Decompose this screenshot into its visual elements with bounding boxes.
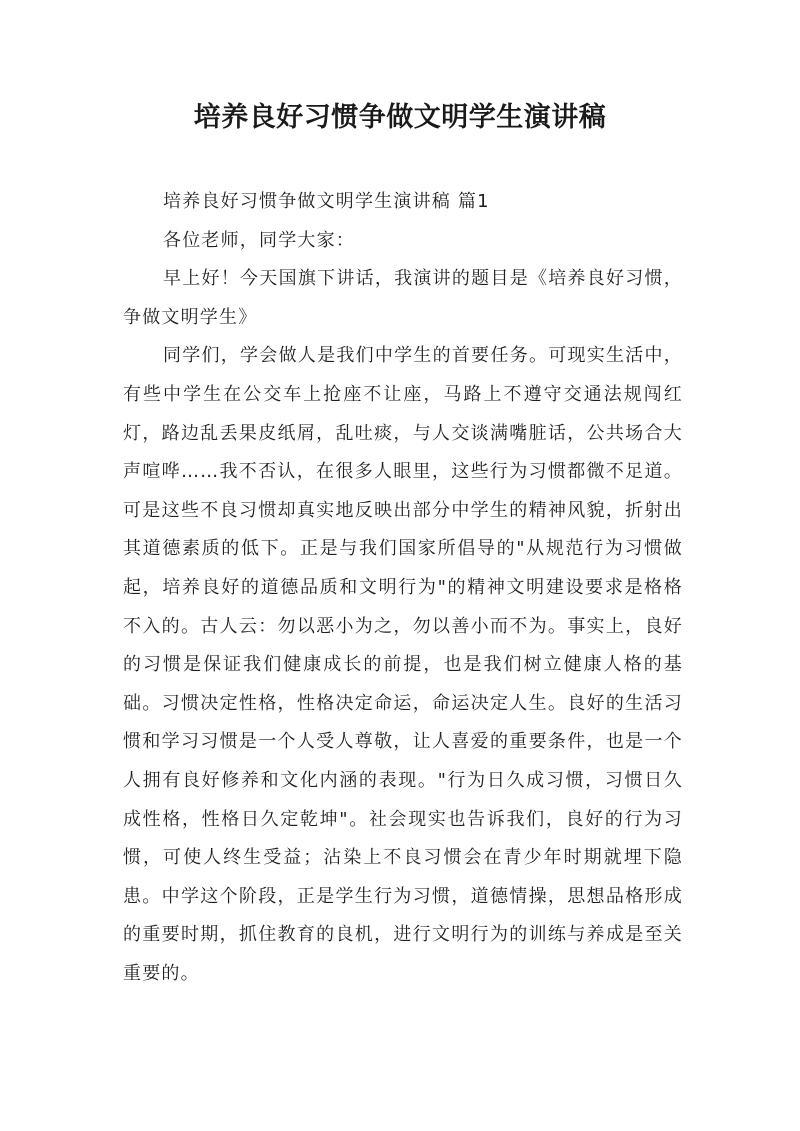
section-heading: 培养良好习惯争做文明学生演讲稿 篇1 [163, 191, 490, 212]
opening-paragraph: 早上好！今天国旗下讲话，我演讲的题目是《培养良好习惯，争做文明学生》 [123, 268, 683, 328]
document-body [123, 183, 683, 993]
document-title: 培养良好习惯争做文明学生演讲稿 [193, 102, 607, 133]
body-paragraph: 同学们，学会做人是我们中学生的首要任务。可现实生活中，有些中学生在公交车上抢座不让座，马路上不遵守交通法规闯红灯，路边乱丢果皮纸屑，乱吐痰，与人交谈满嘴脏话，公共场合大声喧哗……我不否认，在很多人眼里，这些行为习惯都微不足道。可是这些不良习惯却真实地反映出部分中学生的精神风貌，折射出其道德素质的低下。正是与我们国家所倡导的"从规范行为习惯做起，培养良好的道德品质和文明行为"的精神文明建设要求是格格不入的。古人云：勿以恶小为之，勿以善小而不为。事实上，良好的习惯是保证我们健康成长的前提，也是我们树立健康人格的基础。习惯决定性格，性格决定命运，命运决定人生。良好的生活习惯和学习习惯是一个人受人尊敬，让人喜爱的重要条件，也是一个人拥有良好修养和文化内涵的表现。"行为日久成习惯，习惯日久成性格，性格日久定乾坤"。社会现实也告诉我们，良好的行为习惯，可使人终生受益；沾染上不良习惯会在青少年时期就埋下隐患。中学这个阶段，正是学生行为习惯，道德情操，思想品格形成的重要时期，抓住教育的良机，进行文明行为的训练与养成是至关重要的。 [123, 345, 683, 984]
salutation: 各位老师，同学大家： [163, 229, 355, 251]
